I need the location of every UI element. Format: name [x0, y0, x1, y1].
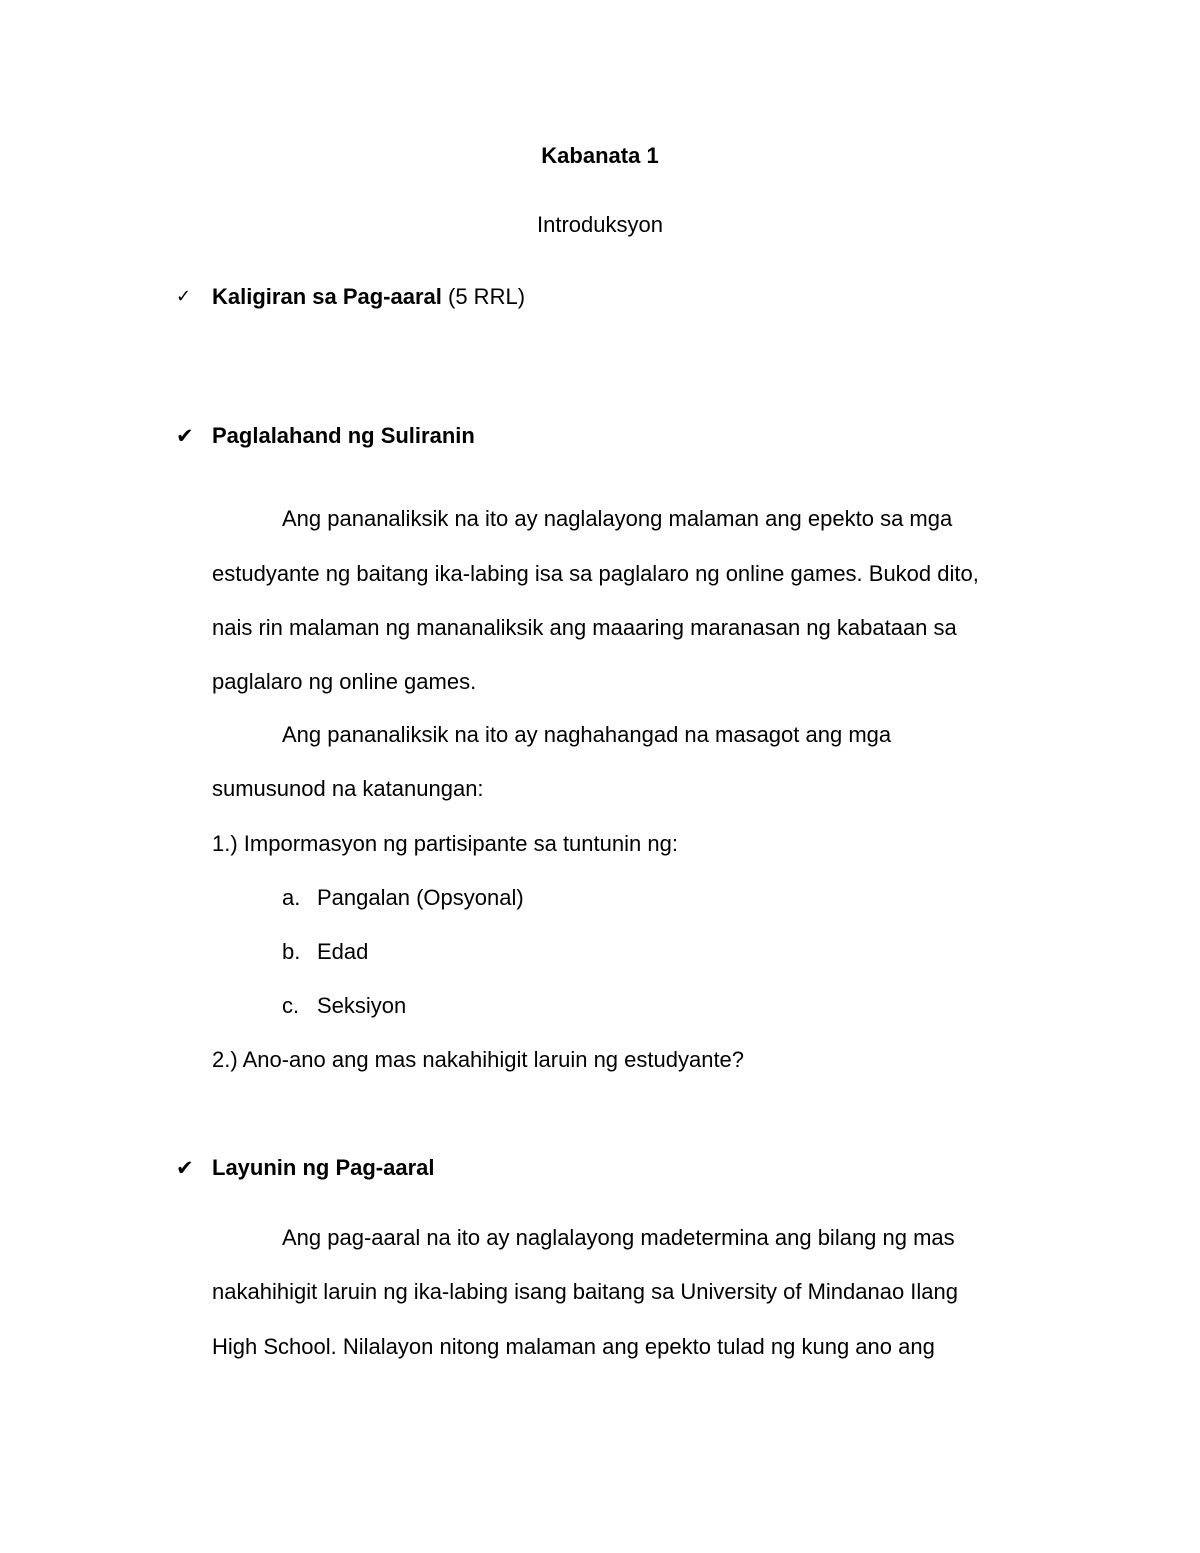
- section-heading-note: (5 RRL): [441, 284, 526, 309]
- chapter-title: Kabanata 1: [541, 143, 659, 168]
- check-icon: ✔: [176, 424, 194, 448]
- paragraph-line: paglalaro ng online games.: [212, 669, 477, 694]
- list-marker: a.: [282, 885, 301, 910]
- paragraph-line: High School. Nilalayon nitong malaman ang epekto tulad ng kung ano ang: [212, 1334, 935, 1359]
- paragraph-line: Ang pananaliksik na ito ay naglalayong malaman ang epekto sa mga: [282, 506, 953, 531]
- list-marker: b.: [282, 939, 301, 964]
- paragraph-line: Ang pag-aaral na ito ay naglalayong madetermina ang bilang ng mas: [282, 1225, 955, 1250]
- question-item: 2.) Ano-ano ang mas nakahihigit laruin ng estudyante?: [212, 1047, 745, 1072]
- question-item: 1.) Impormasyon ng partisipante sa tuntunin ng:: [212, 831, 678, 856]
- paragraph-line: estudyante ng baitang ika-labing isa sa paglalaro ng online games. Bukod dito,: [212, 561, 979, 586]
- list-item: Seksiyon: [317, 993, 407, 1018]
- list-marker: c.: [282, 993, 300, 1018]
- section-heading-kaligiran: [212, 284, 525, 310]
- chapter-subtitle: Introduksyon: [537, 212, 663, 237]
- paragraph-line: nais rin malaman ng mananaliksik ang maaaring maranasan ng kabataan sa: [212, 615, 957, 640]
- list-item: Edad: [317, 939, 369, 964]
- check-icon: ✓: [176, 286, 192, 307]
- section-heading-layunin: Layunin ng Pag-aaral: [212, 1155, 435, 1180]
- check-icon: ✔: [176, 1156, 194, 1180]
- section-heading-suliranin: Paglalahand ng Suliranin: [212, 423, 475, 448]
- paragraph-line: sumusunod na katanungan:: [212, 776, 484, 801]
- paragraph-line: Ang pananaliksik na ito ay naghahangad na masagot ang mga: [282, 722, 892, 747]
- section-heading-text: Kaligiran sa Pag-aaral: [212, 284, 442, 309]
- list-item: Pangalan (Opsyonal): [317, 885, 524, 910]
- paragraph-line: nakahihigit laruin ng ika-labing isang baitang sa University of Mindanao Ilang: [212, 1279, 959, 1304]
